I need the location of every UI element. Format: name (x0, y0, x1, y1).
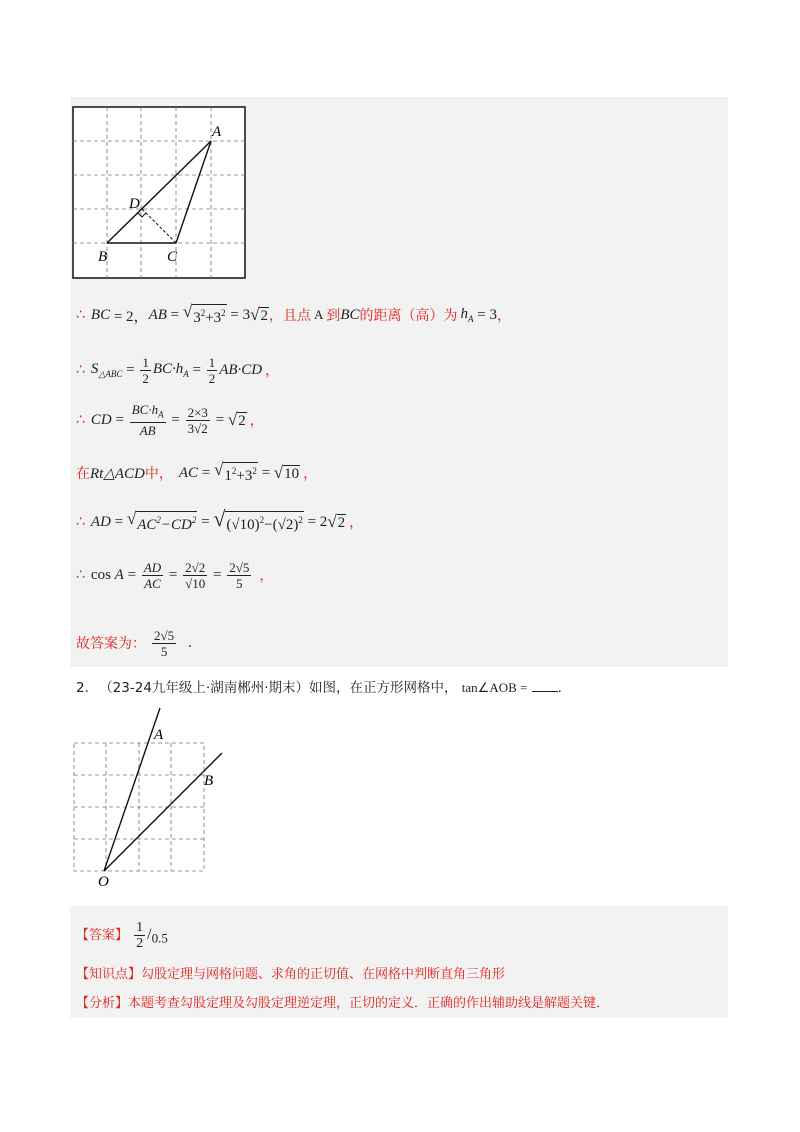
label-A: A (212, 124, 222, 140)
solution-line-4: 在 Rt△ACD 中， AC = √ $1^2+3^2$ = √ 10 ， (76, 460, 318, 484)
answer-blank (532, 679, 558, 692)
label-B: B (98, 249, 108, 265)
label-C: C (167, 249, 178, 265)
question-number: 2. (76, 680, 89, 696)
solution-answer: 故答案为： $\frac{2√5}{5}$ . (76, 627, 192, 659)
question-source: （23-24九年级上·湖南郴州·期末）如图，在正方形网格中， (99, 680, 458, 696)
solution-line-2: ∴ $S_{\triangle ABC}$ = $\frac{1}{2}$ $BC\cdot h_A$ = $\frac{1}{2}$ AB·CD ， (76, 354, 280, 386)
figure-triangle-grid (72, 106, 248, 281)
question-2: 2. （23-24九年级上·湖南郴州·期末）如图，在正方形网格中， tan∠AOB = . (76, 680, 562, 696)
knowledge-line: 【知识点】勾股定理与网格问题、求角的正切值、在网格中判断直角三角形 (76, 967, 506, 982)
solution-line-5: ∴ AD = √ $AC^2-CD^2$ = √ $(√10)^2-(√2)^2$ = 2 √ 2 ， (76, 506, 364, 533)
label-O: O (98, 874, 109, 890)
figure-angle-grid (70, 703, 230, 891)
solution-line-6: ∴ cos A = $\frac{AD}{AC}$ = $\frac{2√2}{√10}$ = $\frac{2√5}{5}$ ， (76, 559, 274, 591)
solution-line-3: ∴ CD = $\frac{BC\cdot h_A}{AB}$ = $\frac{2\times 3}{3√2}$ = √ 2 ， (76, 401, 264, 439)
label-B: B (204, 773, 214, 789)
answer-line: 【答案】 $\frac{1}{2}$ /0.5 (76, 920, 168, 951)
label-A: A (154, 727, 164, 743)
analysis-line: 【分析】本题考查勾股定理及勾股定理逆定理，正切的定义．正确的作出辅助线是解题关键． (76, 996, 610, 1011)
label-D: D (129, 196, 140, 212)
question-expr: tan∠AOB = (461, 680, 528, 695)
solution-line-1: ∴ BC = 2， AB = √ $3^2+3^2$ = 3 √ 2 ，且点 A 到 BC 的距离（高）为 $h_A$ = 3 ， (76, 302, 512, 326)
